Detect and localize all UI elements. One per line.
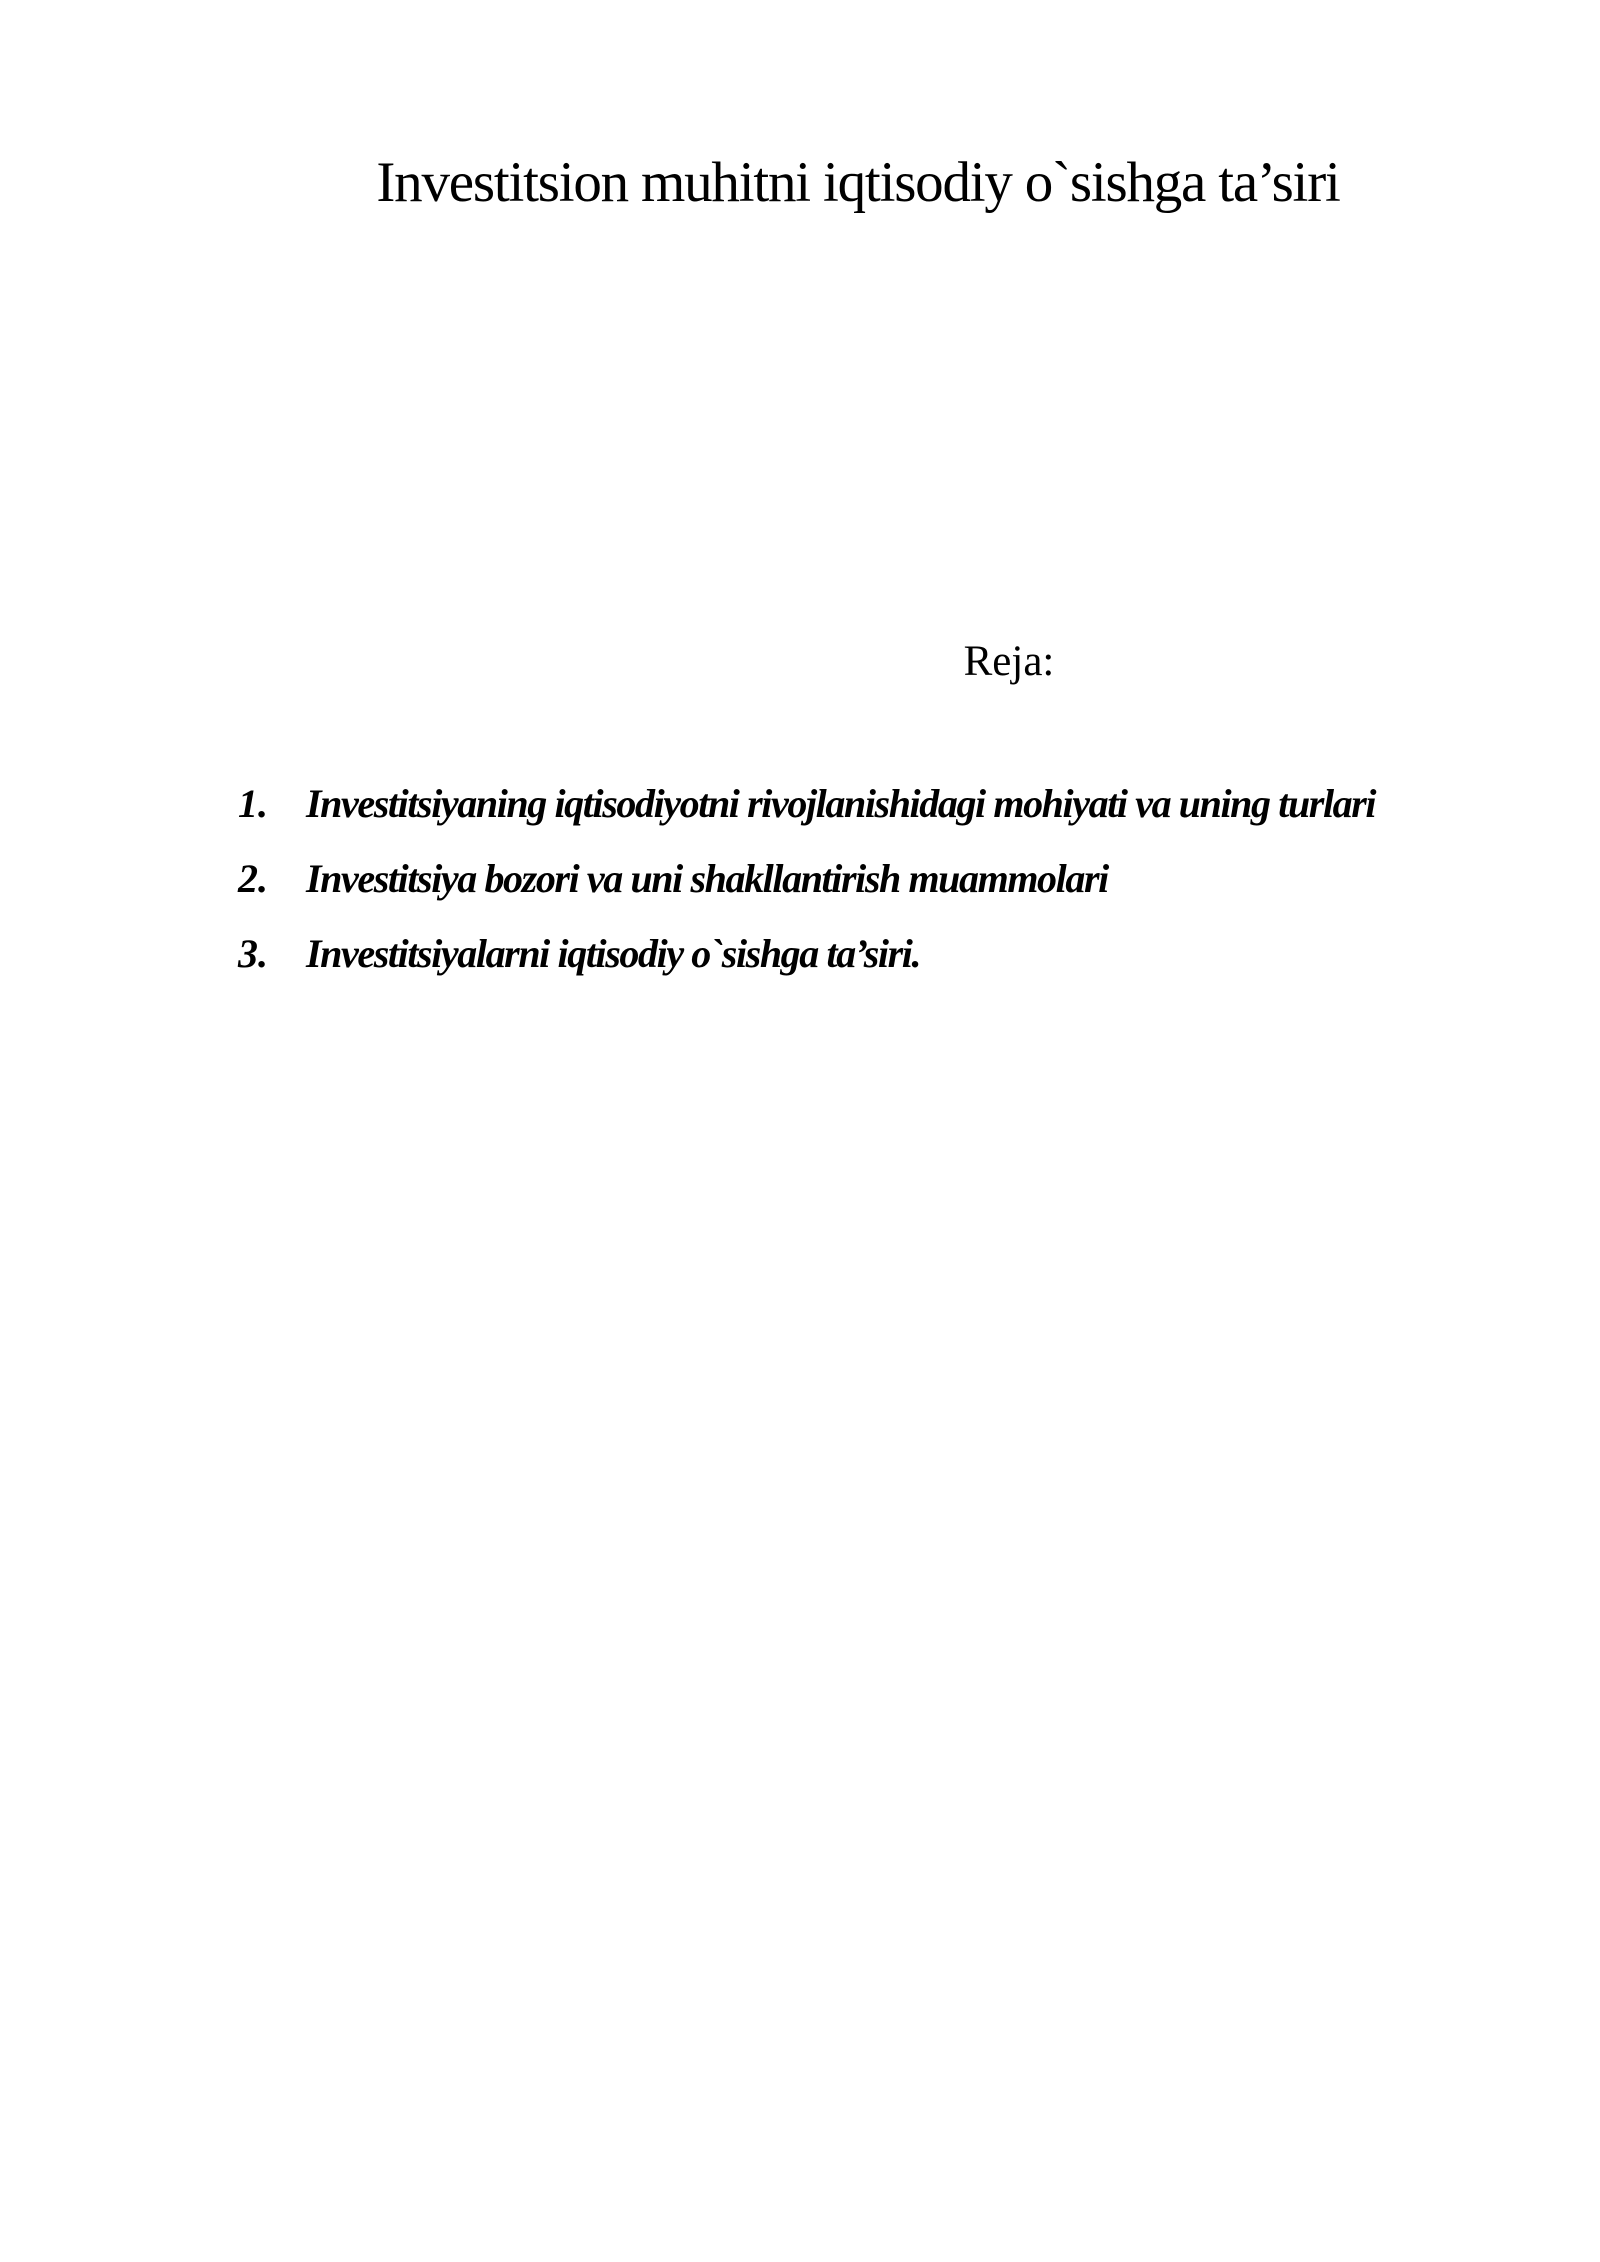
plan-item-2 bbox=[238, 855, 1538, 930]
plan-item-3 bbox=[238, 930, 1538, 1005]
plan-item-number: 1. bbox=[238, 781, 268, 826]
plan-item-number: 2. bbox=[238, 856, 268, 901]
plan-item-number: 3. bbox=[238, 931, 268, 976]
document-title: Investitsion muhitni iqtisodiy o`sishga ta’siri bbox=[376, 151, 1340, 214]
plan-item-1 bbox=[238, 780, 1538, 855]
plan-item-text: Investitsiya bozori va uni shakllantirish muammolari bbox=[306, 856, 1108, 901]
plan-list bbox=[238, 780, 1538, 1005]
plan-item-text: Investitsiyaning iqtisodiyotni rivojlanishidagi mohiyati va uning turlari bbox=[306, 781, 1376, 826]
plan-item-text: Investitsiyalarni iqtisodiy o`sishga ta’siri. bbox=[306, 931, 921, 976]
plan-heading: Reja: bbox=[963, 638, 1055, 685]
